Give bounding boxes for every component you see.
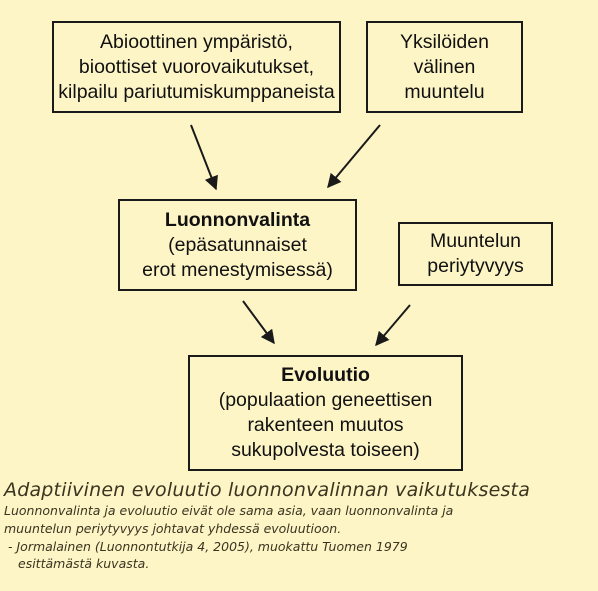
variation-box	[366, 21, 523, 113]
variation-line: Yksilöiden	[400, 30, 489, 53]
arrow-heritability-to-evolution	[376, 305, 410, 345]
environment-line: Abioottinen ympäristö,	[100, 30, 293, 53]
arrow-environment-to-selection	[191, 125, 216, 189]
evolution-line: rakenteen muutos	[247, 414, 404, 436]
caption-title: Adaptiivinen evoluutio luonnonvalinnan vaikutuksesta	[4, 479, 531, 501]
natural-selection-line: (epäsatunnaiset	[168, 233, 307, 256]
figure-caption	[4, 478, 596, 572]
heritability-line: periytyvyys	[427, 255, 524, 277]
caption-source-line: - Jormalainen (Luonnontutkija 4, 2005), muokattu Tuomen 1979	[8, 539, 408, 554]
variation-line: välinen	[413, 55, 476, 78]
environment-box	[52, 21, 341, 113]
evolution-line: (populaation geneettisen	[218, 389, 433, 411]
arrow-variation-to-selection	[328, 125, 380, 187]
variation-line: muuntelu	[404, 80, 485, 103]
caption-source	[4, 538, 596, 572]
environment-line: kilpailu pariutumiskumppaneista	[58, 80, 335, 103]
environment-line: bioottiset vuorovaikutukset,	[78, 55, 315, 78]
natural-selection-box	[118, 199, 357, 291]
natural-selection-title: Luonnonvalinta	[164, 208, 311, 231]
heritability-box	[398, 222, 553, 286]
heritability-line: Muuntelun	[429, 230, 522, 252]
arrow-selection-to-evolution	[243, 301, 274, 343]
caption-body-line: muuntelun periytyvyys johtavat yhdessä evoluutioon.	[4, 521, 342, 536]
evolution-title: Evoluutio	[281, 364, 370, 386]
caption-body-line: Luonnonvalinta ja evoluutio eivät ole sama asia, vaan luonnonvalinta ja	[4, 503, 454, 518]
evolution-line: sukupolvesta toiseen)	[231, 439, 420, 461]
evolution-box	[188, 355, 463, 471]
caption-source-line: esittämästä kuvasta.	[18, 556, 150, 571]
natural-selection-line: erot menestymisessä)	[142, 258, 333, 281]
